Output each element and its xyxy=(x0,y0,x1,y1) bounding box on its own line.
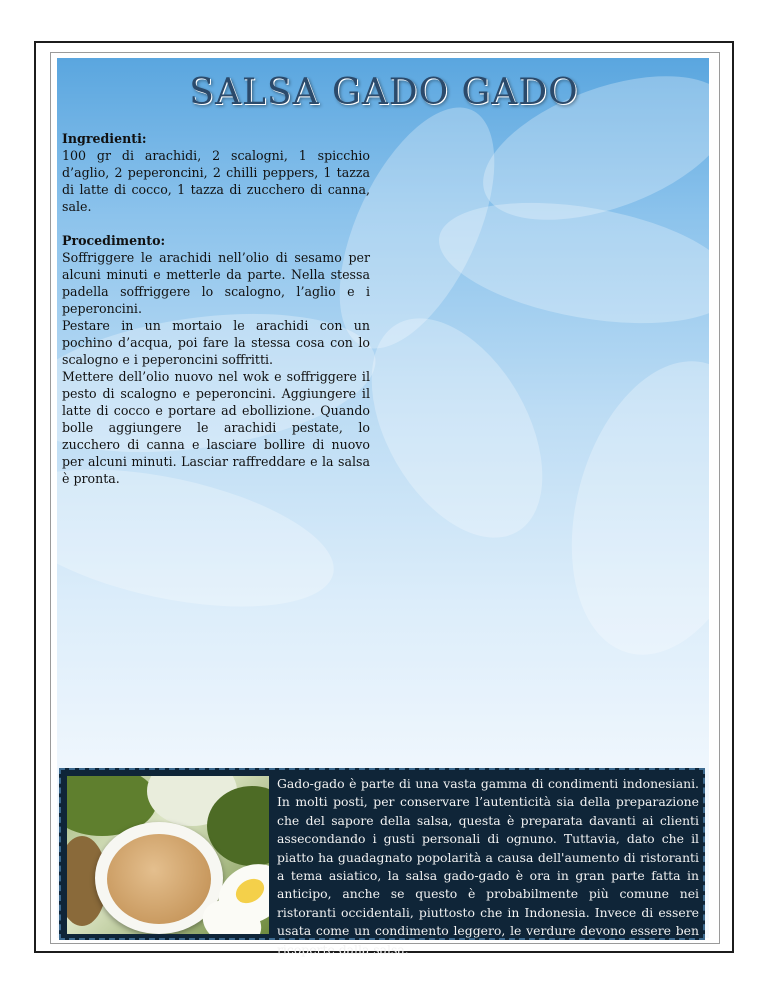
procedure-step: Mettere dell’olio nuovo nel wok e soffriggere il pesto di scalogno e peperoncini. Aggiungere il latte di cocco e portare ad ebollizione. Quando bolle aggiungere le arachidi pestate, lo zucchero di canna e lasciare bollire di nuovo per alcuni minuti. Lasciar raffreddare e la salsa è pronta. xyxy=(62,369,370,486)
ingredients-text: 100 gr di arachidi, 2 scalogni, 1 spicchio d’aglio, 2 peperoncini, 2 chilli peppers, 1 tazza di latte di cocco, 1 tazza di zucchero di canna, sale. xyxy=(62,148,370,214)
info-text: Gado-gado è parte di una vasta gamma di condimenti indonesiani. In molti posti, per conservare l’autenticità sia della preparazione che del sapore della salsa, questa è preparata davanti ai clienti assecondando i gusti personali di ognuno. Tuttavia, dato che il piatto ha guadagnato popolarità a causa dell'aumento di ristoranti a tema asiatico, la salsa gado-gado è ora in gran parte fatta in anticipo, anche se questo è probabilmente più comune nei ristoranti occidentali, piuttosto che in Indonesia. Invece di essere usata come un condimento leggero, le verdure devono essere ben ricoperte dalla salsa. xyxy=(277,776,699,957)
recipe-text xyxy=(62,130,370,487)
gado-gado-photo xyxy=(67,776,269,934)
procedure-step: Pestare in un mortaio le arachidi con un pochino d’acqua, poi fare la stessa cosa con lo scalogno e i peperoncini soffritti. xyxy=(62,318,370,367)
page-title: SALSA GADO GADO xyxy=(189,72,579,113)
ingredients-heading: Ingredienti: xyxy=(62,131,147,146)
procedure-step: Soffriggere le arachidi nell’olio di sesamo per alcuni minuti e metterle da parte. Nella stessa padella soffriggere lo scalogno, l’aglio e i peperoncini. xyxy=(62,250,370,316)
procedure-heading: Procedimento: xyxy=(62,233,166,248)
info-box xyxy=(59,768,705,957)
